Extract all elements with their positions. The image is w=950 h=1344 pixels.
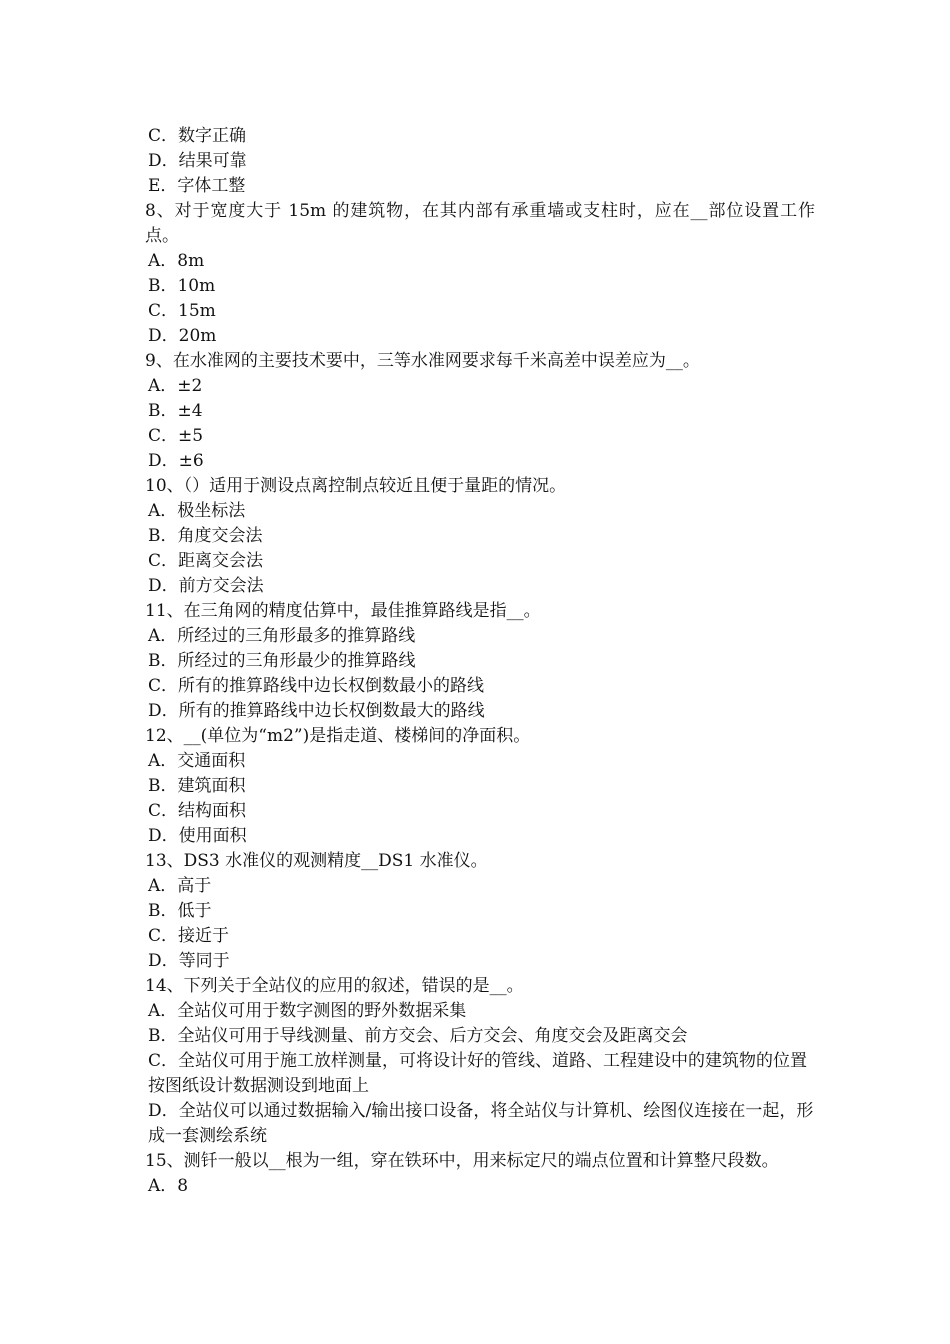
answer-option: C．±5 (148, 426, 204, 446)
answer-option: A．全站仪可用于数字测图的野外数据采集 (148, 1001, 467, 1021)
answer-option: C．结构面积 (148, 801, 247, 821)
question-text: 15、测钎一般以__根为一组，穿在铁环中，用来标定尺的端点位置和计算整尺段数。 (145, 1151, 779, 1171)
document-page (145, 124, 815, 1199)
answer-option: C．距离交会法 (148, 551, 264, 571)
answer-option: D．使用面积 (148, 826, 247, 846)
answer-option: B．全站仪可用于导线测量、前方交会、后方交会、角度交会及距离交会 (148, 1026, 688, 1046)
answer-option: C．所有的推算路线中边长权倒数最小的路线 (148, 676, 485, 696)
answer-option: D．等同于 (148, 951, 230, 971)
answer-option: B．角度交会法 (148, 526, 263, 546)
answer-option: D．所有的推算路线中边长权倒数最大的路线 (148, 701, 485, 721)
answer-option: B．建筑面积 (148, 776, 246, 796)
answer-option: C．接近于 (148, 926, 230, 946)
answer-option: B．±4 (148, 401, 203, 421)
answer-option: A．高于 (148, 876, 212, 896)
question-text: 8、对于宽度大于 15m 的建筑物，在其内部有承重墙或支柱时，应在__部位设置工作点。 (145, 201, 815, 246)
question-text: 11、在三角网的精度估算中，最佳推算路线是指__。 (145, 601, 541, 621)
answer-option: A．±2 (148, 376, 203, 396)
question-text: 13、DS3 水准仪的观测精度__DS1 水准仪。 (145, 851, 488, 871)
question-text: 12、__(单位为“m2”)是指走道、楼梯间的净面积。 (145, 726, 531, 746)
answer-option: A．所经过的三角形最多的推算路线 (148, 626, 416, 646)
answer-option: B．所经过的三角形最少的推算路线 (148, 651, 416, 671)
answer-option: C．全站仪可用于施工放样测量，可将设计好的管线、道路、工程建设中的建筑物的位置按图纸设计数据测设到地面上 (148, 1051, 808, 1096)
answer-option: D．20m (148, 326, 217, 346)
answer-option: D．±6 (148, 451, 204, 471)
answer-option: C．数字正确 (148, 126, 247, 146)
question-text: 14、下列关于全站仪的应用的叙述，错误的是__。 (145, 976, 524, 996)
answer-option: A．8 (148, 1176, 189, 1196)
answer-option: D．结果可靠 (148, 151, 247, 171)
answer-option: E．字体工整 (148, 176, 246, 196)
answer-option: D．前方交会法 (148, 576, 264, 596)
question-text: 10、（）适用于测设点离控制点较近且便于量距的情况。 (145, 476, 567, 496)
answer-option: D．全站仪可以通过数据输入/输出接口设备，将全站仪与计算机、绘图仪连接在一起，形成一套测绘系统 (148, 1101, 814, 1146)
answer-option: A．8m (148, 251, 205, 271)
answer-option: A．交通面积 (148, 751, 246, 771)
answer-option: A．极坐标法 (148, 501, 246, 521)
question-text: 9、在水准网的主要技术要中，三等水准网要求每千米高差中误差应为__。 (145, 351, 700, 371)
answer-option: C．15m (148, 301, 216, 321)
answer-option: B．10m (148, 276, 216, 296)
answer-option: B．低于 (148, 901, 212, 921)
